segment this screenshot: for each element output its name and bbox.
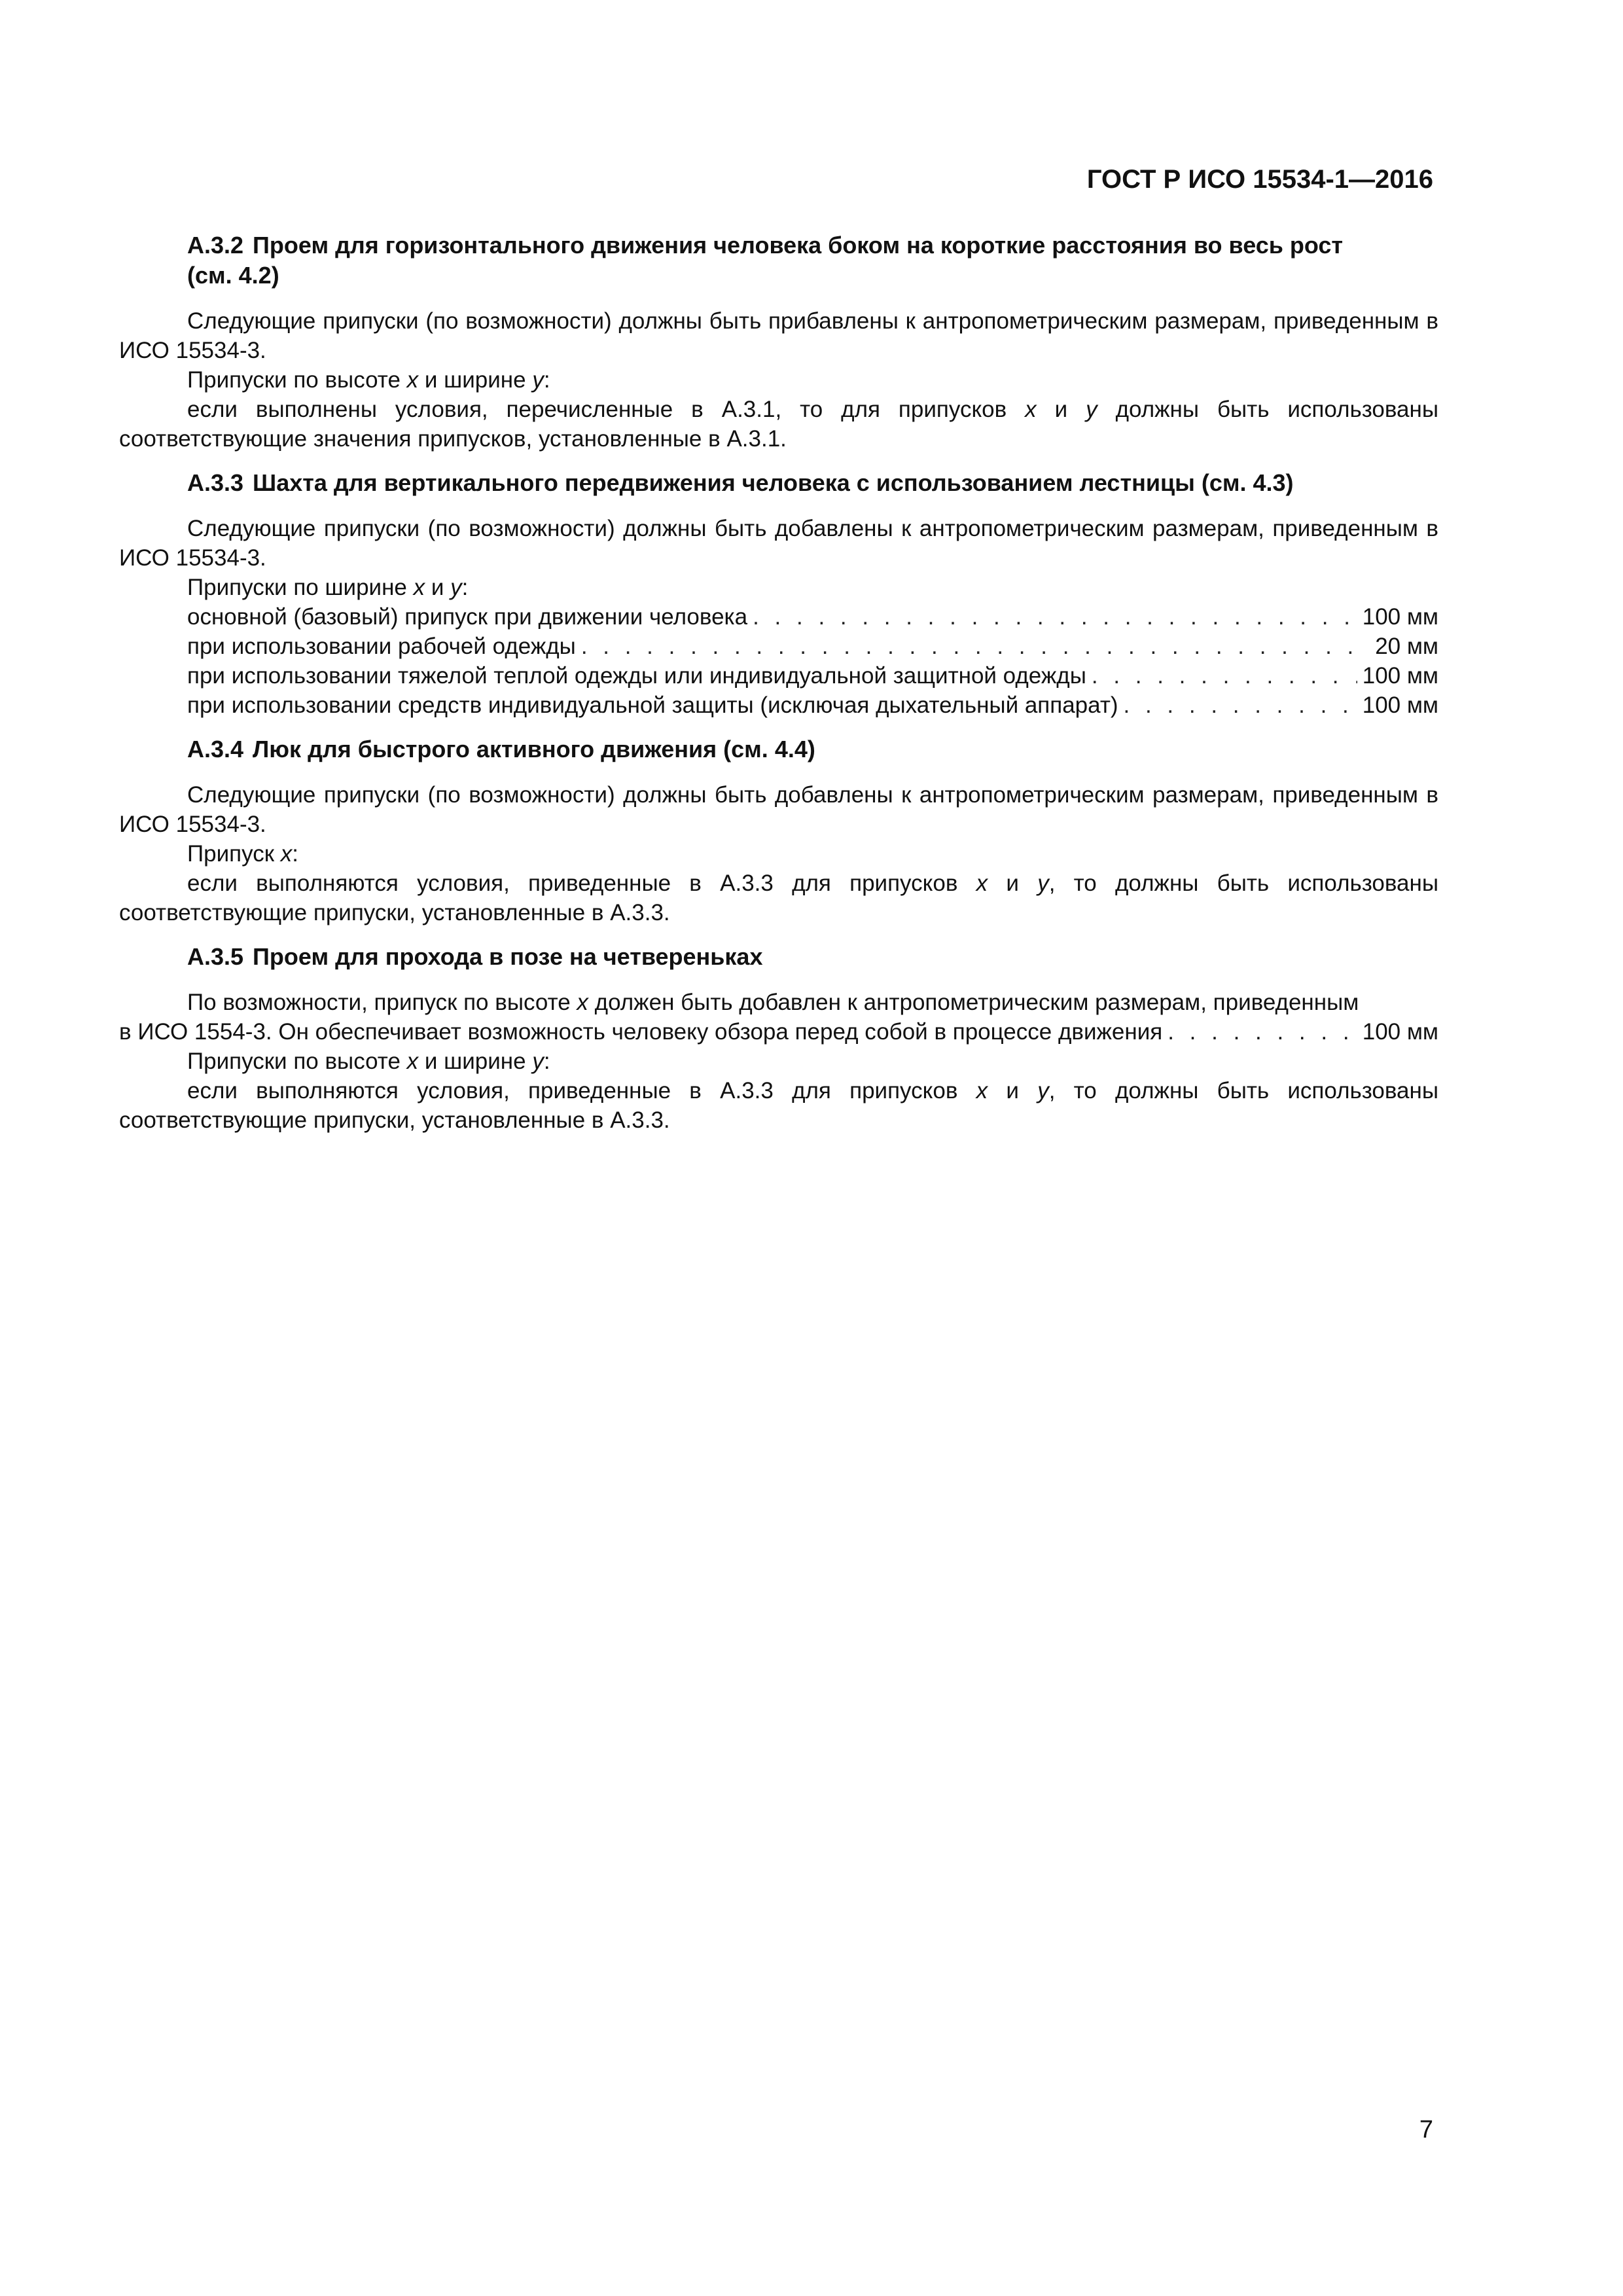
dot-leader [1092,661,1357,691]
page-number: 7 [1419,2116,1433,2144]
allowance-row [119,602,1438,632]
section-a33-paragraph-1: Следующие припуски (по возможности) должны быть добавлены к антропометрическим размерам, приведенным в ИСО 15534-3. [119,516,1438,571]
section-a35-paragraph-3: если выполняются условия, приведенные в А.3.3 для припусков x и y, то должны быть использованы соответствующие припуски, установленные в А.3.3. [119,1078,1438,1133]
section-a35-value: 100 мм [1362,1019,1438,1045]
section-a33-number: А.3.3 [187,469,244,496]
allowance-label: при использовании тяжелой теплой одежды или индивидуальной защитной одежды [187,663,1086,689]
section-a32-title: Проем для горизонтального движения человека боком на короткие расстояния во весь рост [253,232,1344,259]
section-a33 [119,468,1438,720]
section-a33-title: Шахта для вертикального передвижения человека с использованием лестницы (см. 4.3) [253,469,1294,496]
dot-leader [1168,1017,1357,1047]
dot-leader [753,602,1357,632]
section-a35-paragraph-1: По возможности, припуск по высоте x должен быть добавлен к антропометрическим размерам, приведенным [187,990,1359,1015]
allowance-label: основной (базовый) припуск при движении человека [187,604,748,630]
section-a32-paragraph-3: если выполнены условия, перечисленные в А.3.1, то для припусков x и y должны быть использованы соответствующие значения припусков, установленные в А.3.1. [119,397,1439,452]
section-a35-paragraph-2: Припуски по высоте x и ширине y: [187,1049,550,1074]
allowance-row [119,661,1438,691]
section-a32-title-ref: (см. 4.2) [187,262,279,289]
section-a34-paragraph-3: если выполняются условия, приведенные в А.3.3 для припусков x и y, то должны быть использованы соответствующие припуски, установленные в А.3.3. [119,870,1438,925]
section-a34-paragraph-2: Припуск x: [187,841,299,867]
section-a32 [119,230,1438,454]
section-a33-paragraph-2: Припуски по ширине x и y: [187,575,469,600]
section-a32-heading [119,230,1438,291]
allowance-value: 100 мм [1362,663,1438,689]
section-a32-number: А.3.2 [187,232,244,259]
allowance-value: 100 мм [1362,692,1438,718]
document-body [119,230,1438,1149]
allowance-row [119,691,1438,720]
section-a34-title: Люк для быстрого активного движения (см. 4.4) [253,736,815,762]
section-a35-heading [119,942,1438,972]
section-a33-heading [119,468,1438,498]
section-a34-number: А.3.4 [187,736,244,762]
section-a34-heading [119,734,1438,764]
section-a34 [119,734,1438,927]
section-a35-line-2-text: в ИСО 1554-3. Он обеспечивает возможность человеку обзора перед собой в процессе движения [119,1019,1163,1045]
allowance-label: при использовании рабочей одежды [187,634,576,659]
section-a35 [119,942,1438,1135]
dot-leader [581,632,1370,661]
section-a35-paragraph-1-line-2 [119,1017,1438,1047]
allowance-label: при использовании средств индивидуальной защиты (исключая дыхательный аппарат) [187,692,1118,718]
dot-leader [1124,691,1357,720]
document-code-header: ГОСТ Р ИСО 15534-1—2016 [1086,165,1433,194]
section-a32-paragraph-1: Следующие припуски (по возможности) должны быть прибавлены к антропометрическим размерам, приведенным в ИСО 15534-3. [119,308,1438,363]
allowance-row [119,632,1438,661]
allowance-value: 20 мм [1375,634,1438,659]
allowance-value: 100 мм [1362,604,1438,630]
section-a32-paragraph-2: Припуски по высоте x и ширине y: [187,367,550,393]
section-a34-paragraph-1: Следующие припуски (по возможности) должны быть добавлены к антропометрическим размерам, приведенным в ИСО 15534-3. [119,782,1438,837]
section-a35-title: Проем для прохода в позе на четвереньках [253,943,763,970]
section-a35-number: А.3.5 [187,943,244,970]
